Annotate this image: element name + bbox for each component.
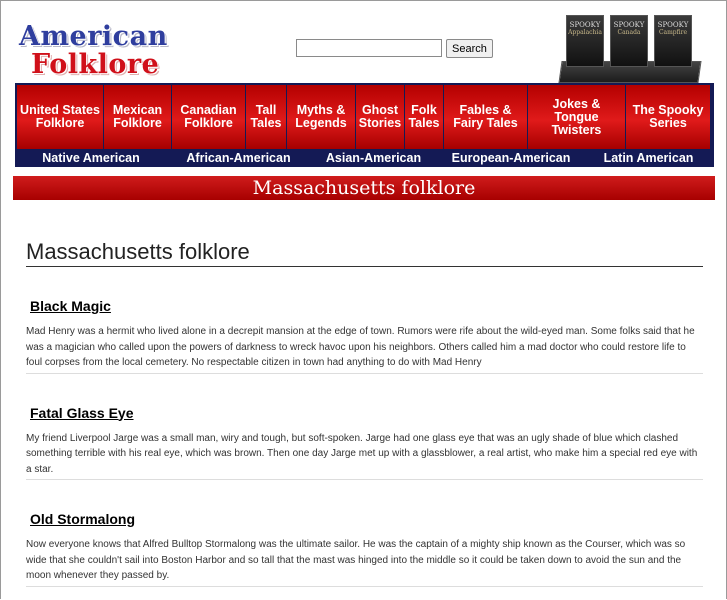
page-banner: Massachusetts folklore [13, 176, 715, 200]
search-input[interactable] [296, 39, 442, 57]
nav-native-american[interactable]: Native American [42, 151, 140, 165]
logo-line-2: Folklore [31, 49, 160, 80]
book-subtitle: Canada [617, 29, 641, 36]
story-title-link[interactable]: Black Magic [30, 298, 111, 314]
story-excerpt: My friend Liverpool Jarge was a small man, wiry and tough, but soft-spoken. Jarge had one glass eye that was an ugly shade of blue which clashed something terrible with his real eye, which was brown. Then one day Jarge met up with a glassblower, a real artist, who make him a special red eye with a star. [26, 432, 698, 475]
story-title-link[interactable]: Old Stormalong [30, 511, 135, 527]
nav-mexican-folklore[interactable]: Mexican Folklore [104, 85, 171, 149]
nav-latin-american[interactable]: Latin American [603, 151, 694, 165]
story-excerpt: Mad Henry was a hermit who lived alone in a decrepit mansion at the edge of town. Rumors were rife about the wild-eyed man. Some folks said that he was a magician who called upon the powers of darkness to wreck havoc upon his neighbors. Others called him a mad doctor who could restore life to foul corpses from the local cemetery. No respectable citizen in town had anything to do with Mad Henry [26, 326, 695, 368]
nav-top-row [17, 85, 712, 149]
nav-united-states-folklore[interactable]: United States Folklore [17, 85, 103, 149]
book-title: SPOOKY [569, 21, 601, 29]
nav-european-american[interactable]: European-American [451, 151, 571, 165]
nav-spooky-series[interactable]: The Spooky Series [626, 85, 710, 149]
spooky-books-image[interactable] [560, 15, 700, 83]
nav-bottom-row [16, 150, 713, 166]
nav-ghost-stories[interactable]: Ghost Stories [356, 85, 404, 149]
book-cover [610, 15, 648, 67]
book-title: SPOOKY [657, 21, 689, 29]
site-logo[interactable] [19, 21, 169, 81]
story-item [26, 405, 703, 481]
story-title-link[interactable]: Fatal Glass Eye [30, 404, 134, 421]
nav-myths-legends[interactable]: Myths & Legends [287, 85, 355, 149]
nav-asian-american[interactable]: Asian-American [325, 151, 422, 165]
story-item [26, 298, 703, 374]
book-cover [654, 15, 692, 67]
logo-line-1: American [19, 21, 168, 52]
book-subtitle: Campfire [658, 29, 688, 36]
story-excerpt: Now everyone knows that Alfred Bulltop Stormalong was the ultimate sailor. He was the captain of a mighty ship known as the Courser, which was so wide that she couldn't sail into Boston Harbor and so tall that the mast was hinged into the middle so it could be taken down to avoid the sun and the moon whenever they passed by. [26, 539, 686, 581]
nav-canadian-folklore[interactable]: Canadian Folklore [172, 85, 245, 149]
search-form [296, 39, 493, 58]
nav-african-american[interactable]: African-American [186, 151, 291, 165]
nav-jokes-tongue-twisters[interactable]: Jokes & Tongue Twisters [528, 85, 625, 149]
nav-tall-tales[interactable]: Tall Tales [246, 85, 286, 149]
main-navigation [15, 83, 714, 167]
main-content [26, 239, 703, 587]
nav-folk-tales[interactable]: Folk Tales [405, 85, 443, 149]
book-cover [566, 15, 604, 67]
search-button[interactable]: Search [446, 39, 493, 58]
page-title: Massachusetts folklore [26, 239, 703, 267]
book-title: SPOOKY [613, 21, 645, 29]
book-subtitle: Appalachia [568, 29, 602, 36]
nav-fables-fairy-tales[interactable]: Fables & Fairy Tales [444, 85, 527, 149]
story-item [26, 511, 703, 587]
